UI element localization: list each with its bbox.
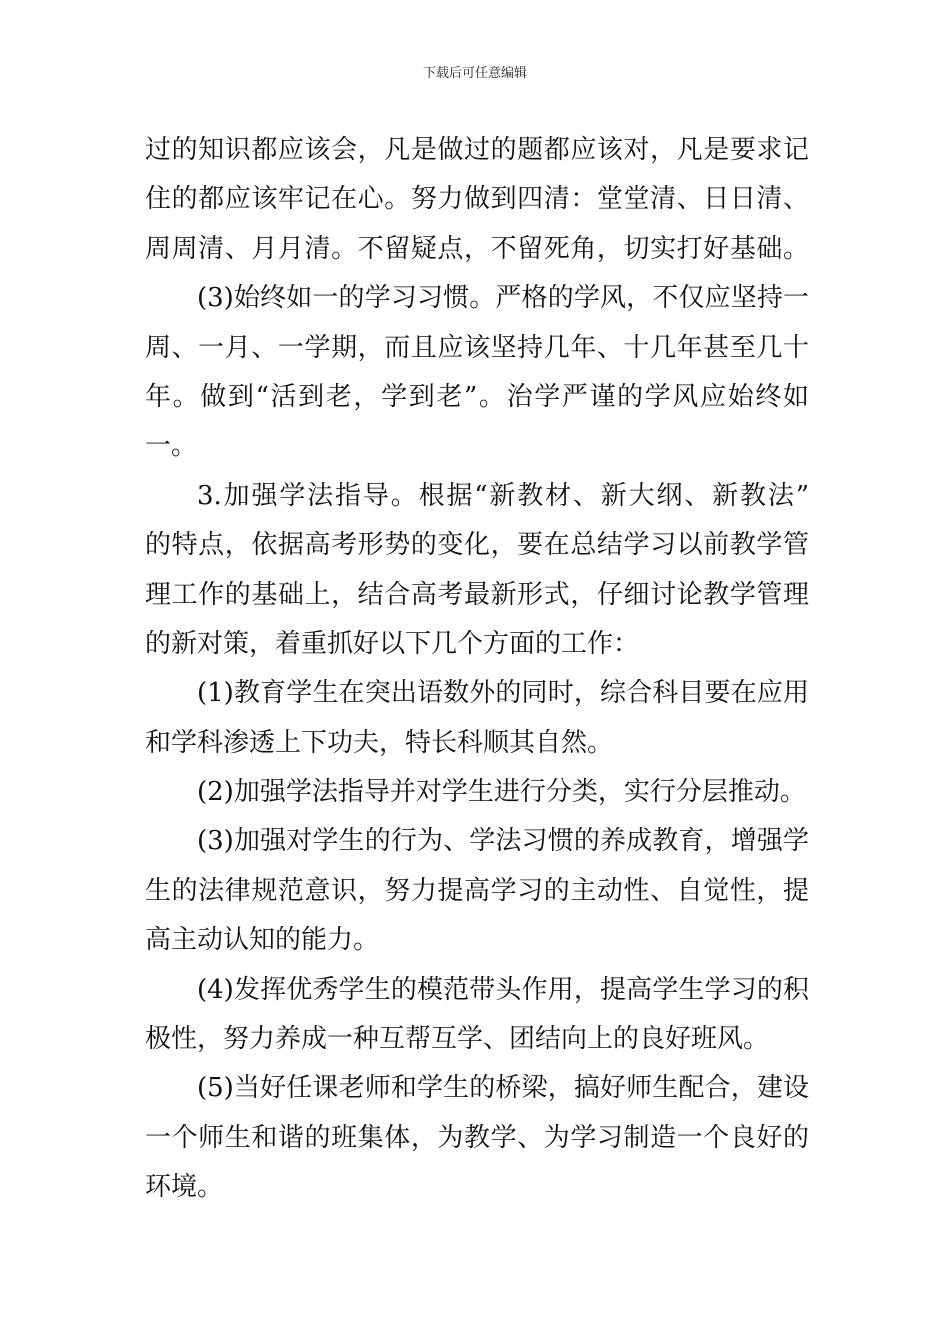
paragraph-start-line: (1)教育学生在突出语数外的同时，综合科目要在应用: [197, 678, 809, 709]
text-line: 环境。: [145, 1172, 224, 1203]
text-line: 过的知识都应该会，凡是做过的题都应该对，凡是要求记: [145, 135, 809, 165]
text-line: 的新对策，着重抓好以下几个方面的工作：: [145, 628, 640, 659]
text-line: 高主动认知的能力。: [145, 925, 380, 956]
text-line: 一个师生和谐的班集体，为教学、为学习制造一个良好的: [145, 1122, 809, 1153]
text-line: 周周清、月月清。不留疑点，不留死角，切实打好基础。: [145, 233, 809, 264]
page-header: 下载后可任意编辑: [422, 66, 527, 81]
text-line: 周、一月、一学期，而且应该坚持几年、十几年甚至几十: [145, 332, 809, 363]
text-line: 理工作的基础上，结合高考最新形式，仔细讨论教学管理: [145, 579, 809, 610]
text-line: 极性，努力养成一种互帮互学、团结向上的良好班风。: [145, 1024, 770, 1055]
paragraph-start-line: (4)发挥优秀学生的模范带头作用，提高学生学习的积: [197, 974, 809, 1005]
text-line: 一。: [145, 431, 198, 462]
text-line: 住的都应该牢记在心。努力做到四清：堂堂清、日日清、: [145, 184, 809, 215]
paragraph-start-line: (3)加强对学生的行为、学法习惯的养成教育，增强学: [197, 826, 809, 857]
text-line: 和学科渗透上下功夫，特长科顺其自然。: [145, 727, 614, 758]
paragraph-start-line: (2)加强学法指导并对学生进行分类，实行分层推动。: [197, 777, 806, 808]
paragraph-start-line: (3)始终如一的学习习惯。严格的学风，不仅应坚持一: [197, 283, 809, 314]
paragraph-start-line: (5)当好任课老师和学生的桥梁，搞好师生配合，建设: [197, 1073, 809, 1104]
paragraph-start-line: 3.加强学法指导。根据“新教材、新大纲、新教法”: [197, 480, 809, 511]
text-line: 的特点，依据高考形势的变化，要在总结学习以前教学管: [145, 530, 809, 561]
text-line: 年。做到“活到老，学到老”。治学严谨的学风应始终如: [145, 381, 809, 412]
document-body: [145, 126, 809, 1213]
text-line: 生的法律规范意识，努力提高学习的主动性、自觉性，提: [145, 875, 809, 906]
